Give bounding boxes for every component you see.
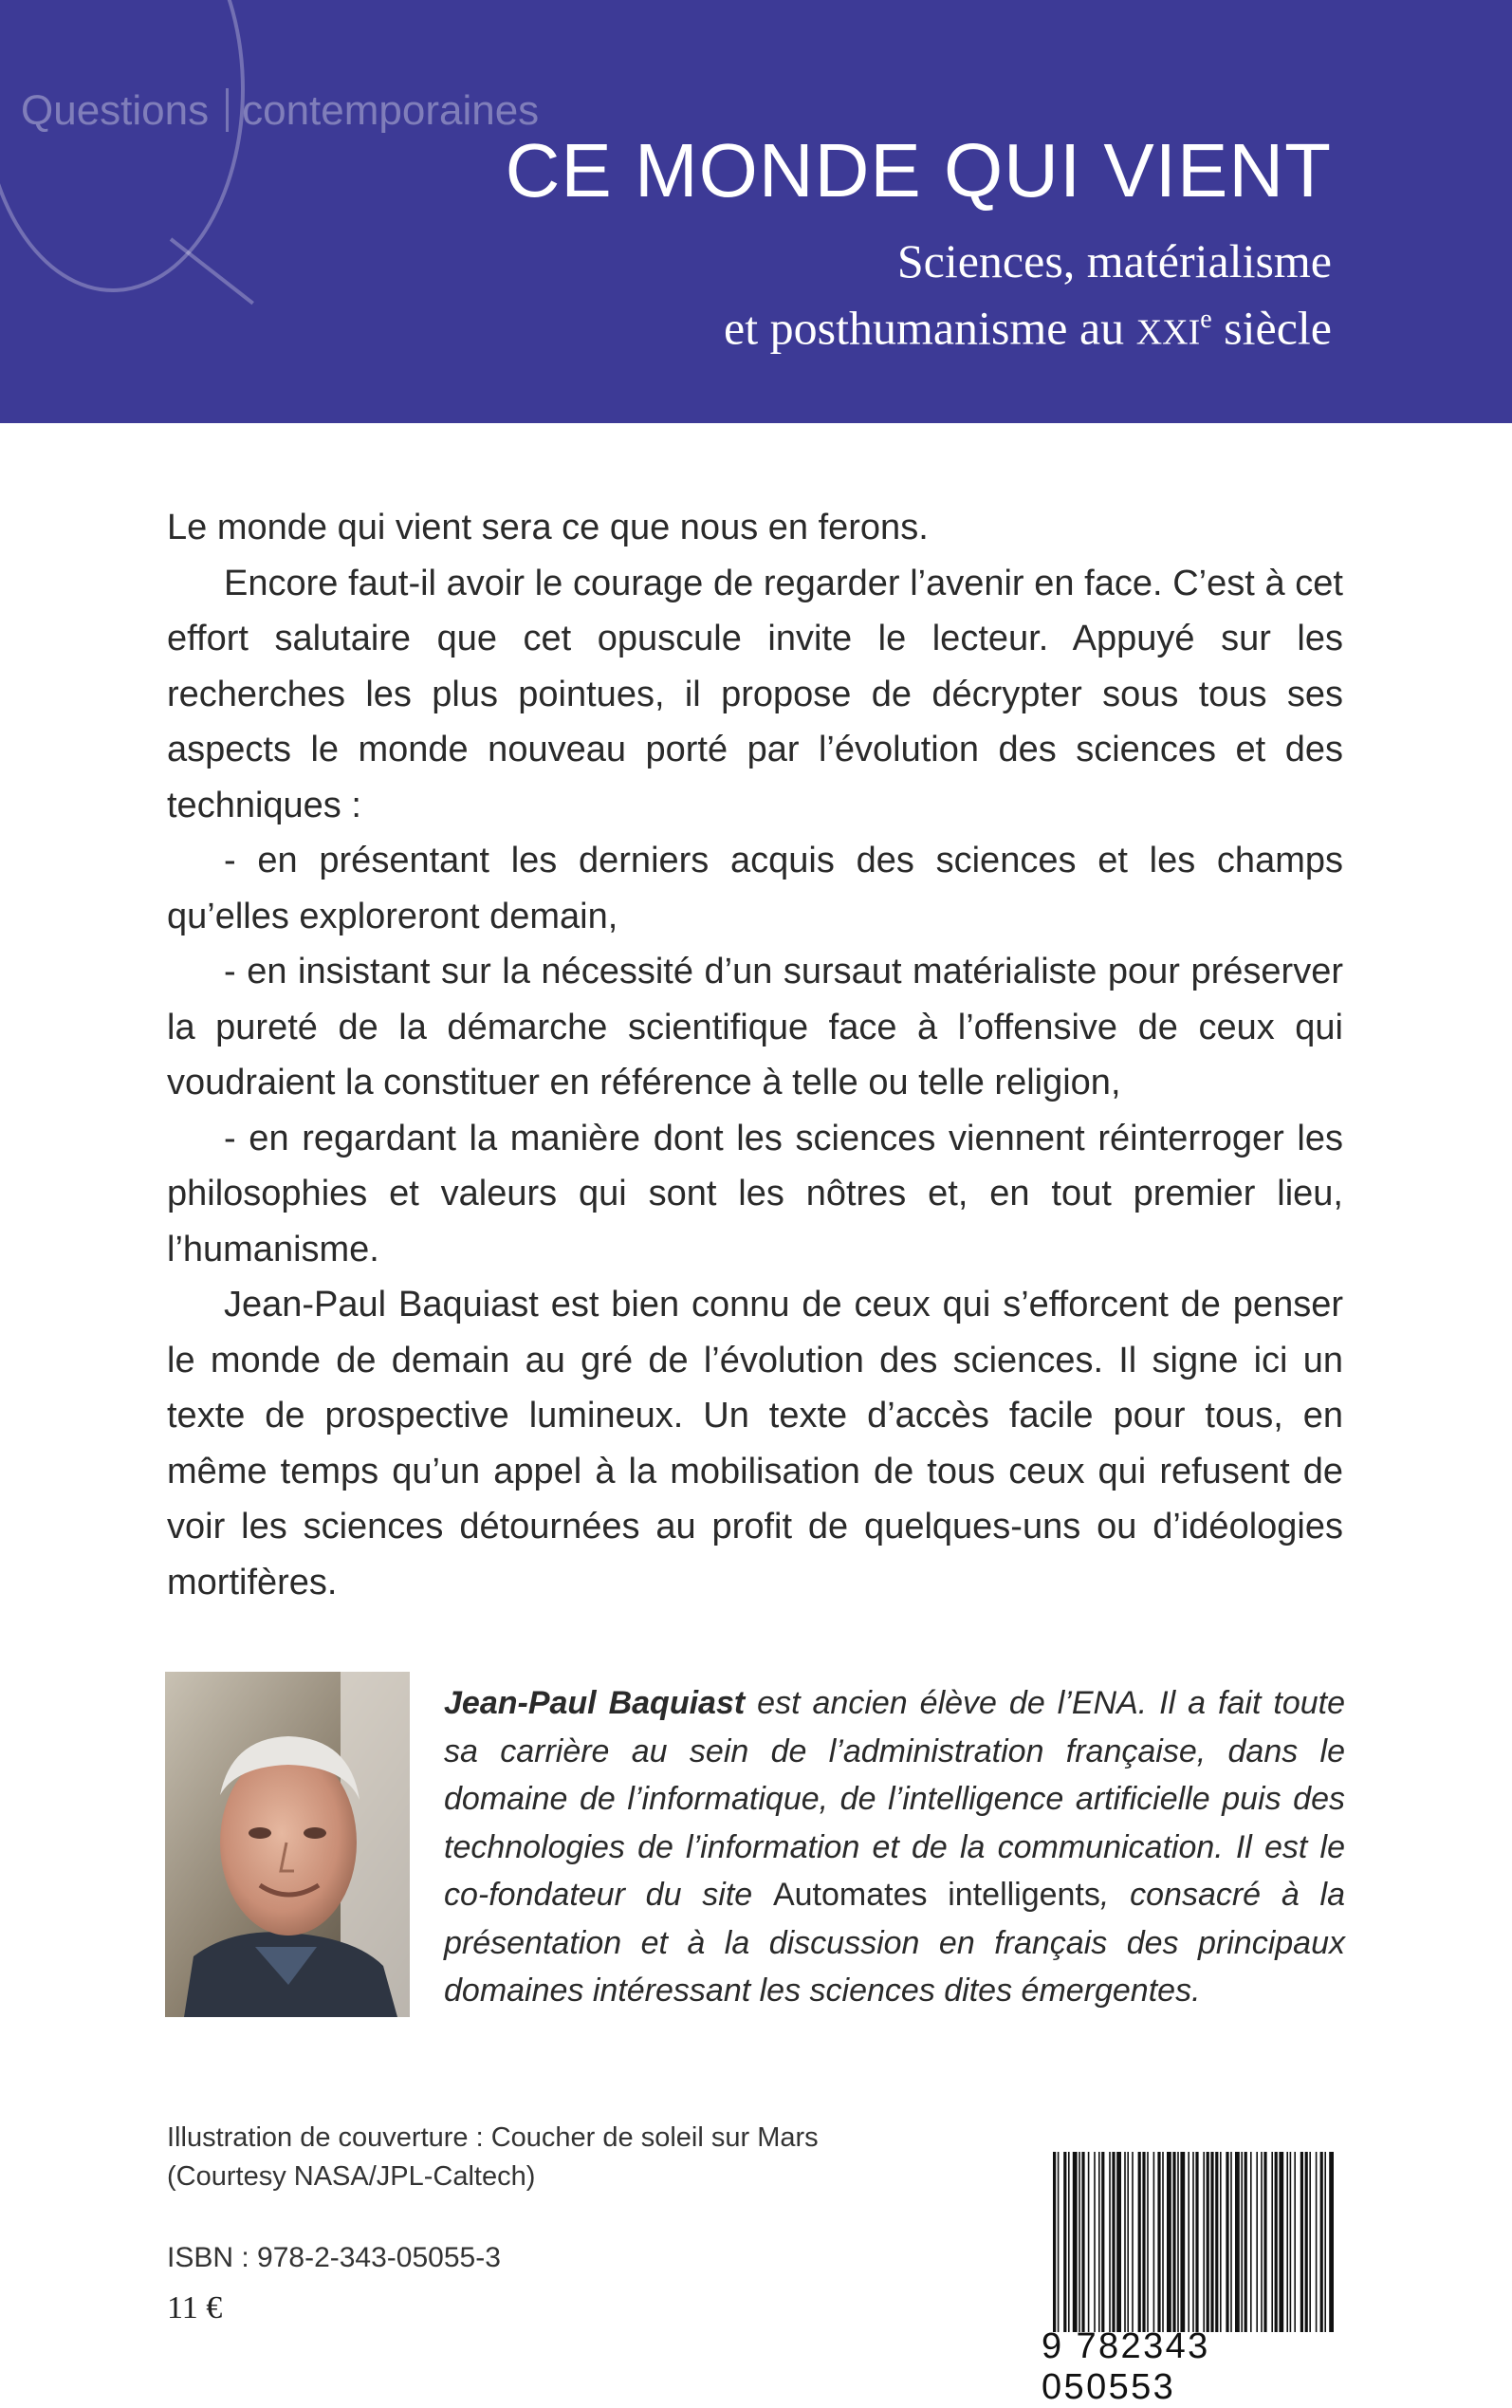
cover-credit	[167, 2119, 819, 2196]
barcode-bar	[1210, 2152, 1213, 2332]
barcode-bar	[1081, 2152, 1084, 2332]
barcode-bar	[1138, 2152, 1141, 2332]
barcode-bar	[1215, 2152, 1218, 2332]
barcode-bar	[1124, 2152, 1126, 2332]
blurb-paragraph-1: Le monde qui vient sera ce que nous en ferons.	[167, 508, 929, 547]
barcode-bar	[1320, 2152, 1323, 2332]
barcode-bar	[1172, 2152, 1175, 2332]
author-bio	[444, 1679, 1345, 2015]
blurb-paragraph-5: - en regardant la manière dont les sciences viennent réinterroger les philosophies et valeurs qui sont les nôtres et, en tout premier lieu, l’humanisme.	[167, 1118, 1343, 1269]
author-photo	[165, 1672, 410, 2017]
barcode-bar	[1147, 2152, 1149, 2332]
barcode-bar	[1294, 2152, 1296, 2332]
series-separator	[226, 88, 229, 132]
barcode-bar	[1220, 2152, 1222, 2332]
barcode-bar	[1167, 2152, 1171, 2332]
subtitle-line-2-start: et posthumanisme au	[724, 301, 1136, 355]
blurb	[167, 500, 1343, 1610]
barcode-bar	[1063, 2152, 1066, 2332]
barcode-bar	[1162, 2152, 1164, 2332]
barcode-bar	[1058, 2152, 1060, 2332]
barcode-bar	[1177, 2152, 1179, 2332]
barcode-bar	[1127, 2152, 1129, 2332]
barcode-bar	[1094, 2152, 1096, 2332]
author-website-name: Automates intelligents	[772, 1877, 1100, 1913]
series-name	[21, 87, 539, 135]
series-word-1: Questions	[21, 87, 210, 134]
barcode-bar	[1073, 2152, 1078, 2332]
barcode-bar	[1305, 2152, 1308, 2332]
barcode-bar	[1116, 2152, 1121, 2332]
barcode-bar	[1203, 2152, 1205, 2332]
barcode-bar	[1230, 2152, 1232, 2332]
barcode-bar	[1192, 2152, 1194, 2332]
subtitle-line-2-end: siècle	[1211, 301, 1332, 355]
author-portrait-icon	[165, 1672, 410, 2017]
barcode-bar	[1088, 2152, 1090, 2332]
barcode-bar	[1142, 2152, 1145, 2332]
barcode-bar	[1053, 2152, 1056, 2332]
barcode-bar	[1180, 2152, 1185, 2332]
barcode-bar	[1079, 2152, 1080, 2332]
barcode-bar	[1329, 2152, 1334, 2332]
barcode-bar	[1068, 2152, 1070, 2332]
barcode-bar	[1290, 2152, 1292, 2332]
barcode-bar	[1279, 2152, 1283, 2332]
barcode-bar	[1157, 2152, 1160, 2332]
subtitle-line-2	[724, 290, 1332, 358]
subtitle-century-sup: e	[1200, 305, 1212, 334]
barcode-bar	[1263, 2152, 1266, 2332]
barcode-bar	[1261, 2152, 1263, 2332]
cover-credit-line-1: Illustration de couverture : Coucher de soleil sur Mars	[167, 2122, 819, 2153]
blurb-paragraph-4: - en insistant sur la nécessité d’un sursaut matérialiste pour préserver la pureté de la démarche scientifique face à l’offensive de ceux qui voudraient la constituer en référence à telle ou telle religion,	[167, 952, 1343, 1102]
barcode-bar	[1300, 2152, 1303, 2332]
barcode-bar	[1235, 2152, 1240, 2332]
barcode-bar	[1256, 2152, 1258, 2332]
barcode-bar	[1309, 2152, 1311, 2332]
barcode-icon	[1049, 2152, 1336, 2332]
subtitle-line-1: Sciences, matérialisme	[896, 234, 1332, 287]
barcode-bar	[1271, 2152, 1273, 2332]
blurb-paragraph-3: - en présentant les derniers acquis des sciences et les champs qu’elles exploreront demain,	[167, 841, 1343, 936]
barcode-bar	[1101, 2152, 1104, 2332]
barcode-bar	[1153, 2152, 1155, 2332]
barcode-bar	[1286, 2152, 1288, 2332]
barcode-bar	[1195, 2152, 1198, 2332]
cover-credit-line-2: (Courtesy NASA/JPL-Caltech)	[167, 2161, 536, 2192]
barcode-bar	[1226, 2152, 1228, 2332]
barcode-bar	[1316, 2152, 1318, 2332]
isbn: ISBN : 978-2-343-05055-3	[167, 2242, 501, 2273]
barcode-bar	[1207, 2152, 1209, 2332]
cover-header	[0, 0, 1512, 423]
barcode-bar	[1109, 2152, 1111, 2332]
barcode-bar	[1188, 2152, 1189, 2332]
series-word-2: contemporaines	[242, 87, 540, 134]
series-logo-q-tail	[170, 237, 254, 305]
price: 11 €	[167, 2290, 223, 2325]
book-title: CE MONDE QUI VIENT	[505, 128, 1332, 213]
barcode-bar	[1112, 2152, 1115, 2332]
series-logo-q-circle	[0, 0, 245, 292]
subtitle-century: xxi	[1135, 298, 1201, 356]
barcode-bar	[1275, 2152, 1278, 2332]
barcode-digits: 9 782343 050553	[1042, 2326, 1210, 2407]
barcode-bar	[1132, 2152, 1134, 2332]
barcode-bar	[1324, 2152, 1326, 2332]
barcode-bar	[1250, 2152, 1252, 2332]
barcode-bar	[1098, 2152, 1100, 2332]
author-bio-part-1: est ancien élève de l’ENA. Il a fait toute sa carrière au sein de l’administration française, dans le domaine de l’informatique, de l’intelligence artificielle puis des technologies de l’information et de la communication. Il est le co-fondateur du site	[444, 1685, 1345, 1913]
author-bio-part-2: , consacré à la présentation et à la discussion en français des principaux domaines intéressant les sciences dites émergentes.	[444, 1877, 1345, 2009]
author-name: Jean-Paul Baquiast	[444, 1685, 746, 1721]
blurb-paragraph-6: Jean-Paul Baquiast est bien connu de ceux qui s’efforcent de penser le monde de demain au gré de l’évolution des sciences. Il signe ici un texte de prospective lumineux. Un texte d’accès facile pour tous, en même temps qu’un appel à la mobilisation de tous ceux qui refusent de voir les sciences détournées au profit de quelques-uns ou d’idéologies mortifères.	[167, 1285, 1343, 1602]
blurb-paragraph-2: Encore faut-il avoir le courage de regarder l’avenir en face. C’est à cet effort salutaire que cet opuscule invite le lecteur. Appuyé sur les recherches les plus pointues, il propose de décrypter sous tous ses aspects le monde nouveau porté par l’évolution des sciences et des techniques :	[167, 563, 1343, 825]
barcode-bar	[1245, 2152, 1247, 2332]
book-subtitle	[724, 232, 1332, 358]
barcode-bar	[1241, 2152, 1243, 2332]
